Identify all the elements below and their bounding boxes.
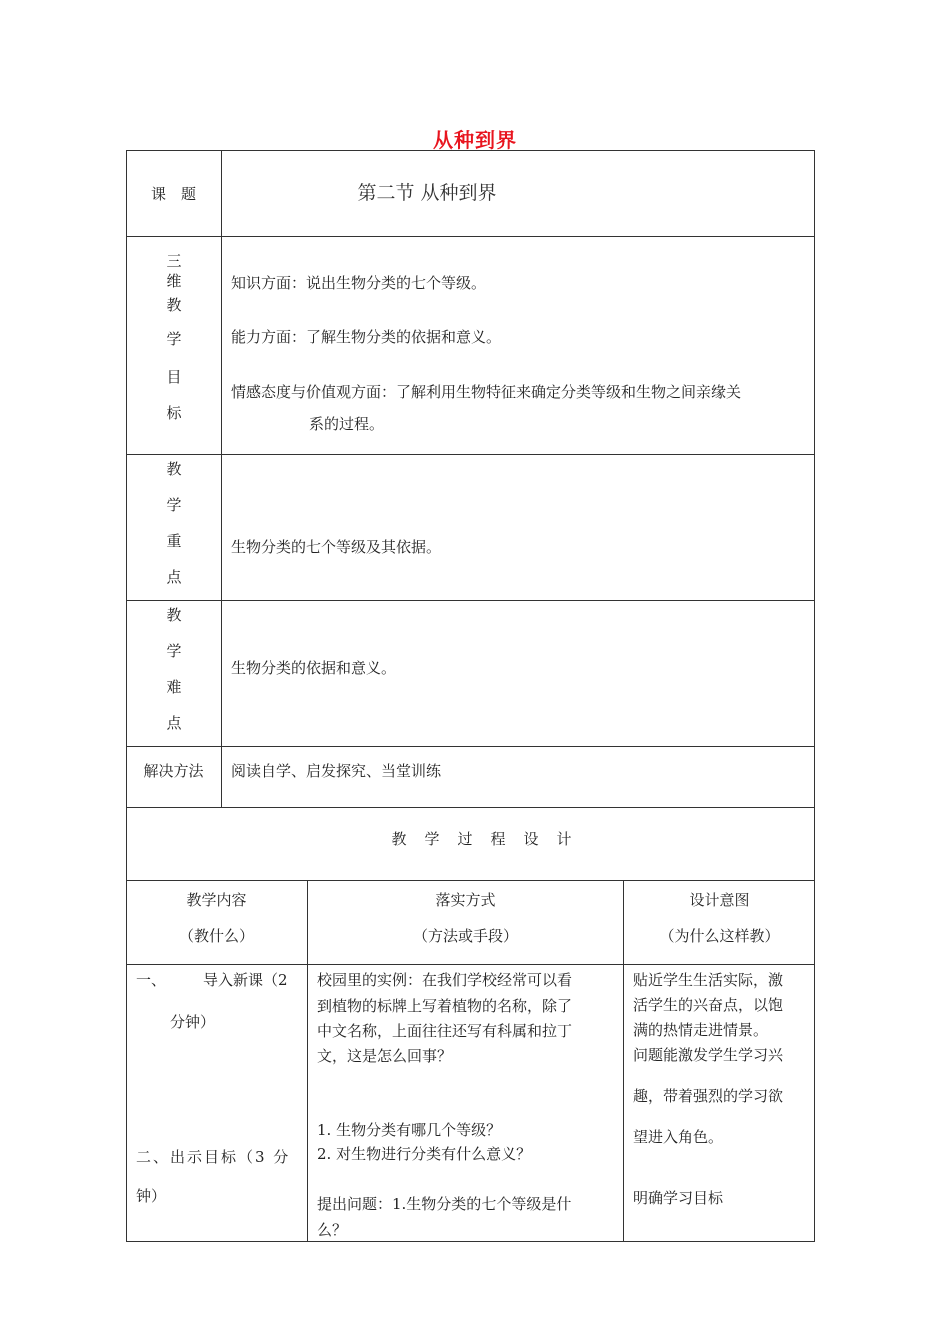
step2-title: 二、出示目标（3 分 xyxy=(136,1148,291,1166)
goals-label xyxy=(154,250,194,422)
step1-number: 一、 xyxy=(136,971,167,989)
goals-label-char: 标 xyxy=(166,404,182,422)
step1-title: 导入新课（2 xyxy=(203,971,288,989)
intent-line: 贴近学生生活实际，激 xyxy=(633,971,784,989)
goal-ability: 能力方面：了解生物分类的依据和意义。 xyxy=(231,328,502,346)
key-points-label-char: 学 xyxy=(166,496,182,514)
row-divider xyxy=(126,807,815,808)
method-paragraph-line: 文，这是怎么回事？ xyxy=(317,1047,453,1065)
difficulties-label-char: 教 xyxy=(166,606,182,624)
goals-label-char: 学 xyxy=(166,330,182,348)
row-divider xyxy=(126,454,815,455)
key-points-label-char: 教 xyxy=(166,460,182,478)
difficulties-label-char: 学 xyxy=(166,642,182,660)
column-divider xyxy=(221,150,222,807)
step1-duration: 分钟） xyxy=(170,1013,216,1031)
row-divider xyxy=(126,746,815,747)
column-subheader-intent: （为什么这样教） xyxy=(659,927,780,945)
row-divider xyxy=(126,236,815,237)
key-points-label xyxy=(154,458,194,586)
column-subheader-method: （方法或手段） xyxy=(412,927,518,945)
method-paragraph-line: 提出问题：1.生物分类的七个等级是什 xyxy=(317,1195,572,1213)
lesson-title: 第二节 从种到界 xyxy=(357,182,497,204)
row-divider xyxy=(126,880,815,881)
column-header-intent: 设计意图 xyxy=(689,891,750,909)
column-subheader-content: （教什么） xyxy=(178,927,254,945)
question-1: 1. 生物分类有哪几个等级？ xyxy=(317,1121,502,1139)
difficulties-label xyxy=(154,604,194,732)
method-paragraph-line: 中文名称，上面往往还写有科属和拉丁 xyxy=(317,1022,573,1040)
method-label: 解决方法 xyxy=(143,762,204,780)
method-text: 阅读自学、启发探究、当堂训练 xyxy=(231,762,442,780)
topic-label: 课 题 xyxy=(150,185,196,203)
key-points-label-char: 点 xyxy=(166,568,182,586)
goals-label-char: 三 xyxy=(166,252,182,270)
key-points-text: 生物分类的七个等级及其依据。 xyxy=(231,538,442,556)
difficulties-text: 生物分类的依据和意义。 xyxy=(231,659,397,677)
lesson-plan-table xyxy=(126,150,815,1242)
column-header-method: 落实方式 xyxy=(435,891,496,909)
goal-knowledge: 知识方面：说出生物分类的七个等级。 xyxy=(231,274,487,292)
question-2: 2. 对生物进行分类有什么意义？ xyxy=(317,1145,532,1163)
row-divider xyxy=(126,600,815,601)
intent-line: 趣，带着强烈的学习欲 xyxy=(633,1087,784,1105)
goal-emotion-line1: 情感态度与价值观方面：了解利用生物特征来确定分类等级和生物之间亲缘关 xyxy=(231,383,742,401)
row-divider xyxy=(126,964,815,965)
key-points-label-char: 重 xyxy=(166,532,182,550)
goals-label-char: 维 xyxy=(166,272,182,290)
difficulties-label-char: 难 xyxy=(166,678,182,696)
goals-label-char: 目 xyxy=(166,368,182,386)
process-heading: 教学过程设计 xyxy=(391,830,590,848)
step2-duration: 钟） xyxy=(136,1187,167,1205)
goal-emotion-line2: 系的过程。 xyxy=(309,415,385,433)
intent-line: 满的热情走进情景。 xyxy=(633,1021,769,1039)
intent-line: 望进入角色。 xyxy=(633,1128,724,1146)
method-paragraph-line: 校园里的实例：在我们学校经常可以看 xyxy=(317,971,573,989)
method-paragraph-line: 到植物的标牌上写着植物的名称，除了 xyxy=(317,997,573,1015)
intent-line: 明确学习目标 xyxy=(633,1189,724,1207)
difficulties-label-char: 点 xyxy=(166,714,182,732)
document-title: 从种到界 xyxy=(433,128,517,152)
intent-line: 问题能激发学生学习兴 xyxy=(633,1046,784,1064)
intent-line: 活学生的兴奋点，以饱 xyxy=(633,996,784,1014)
method-paragraph-line: 么？ xyxy=(317,1221,348,1239)
column-header-content: 教学内容 xyxy=(186,891,247,909)
goals-label-char: 教 xyxy=(166,296,182,314)
